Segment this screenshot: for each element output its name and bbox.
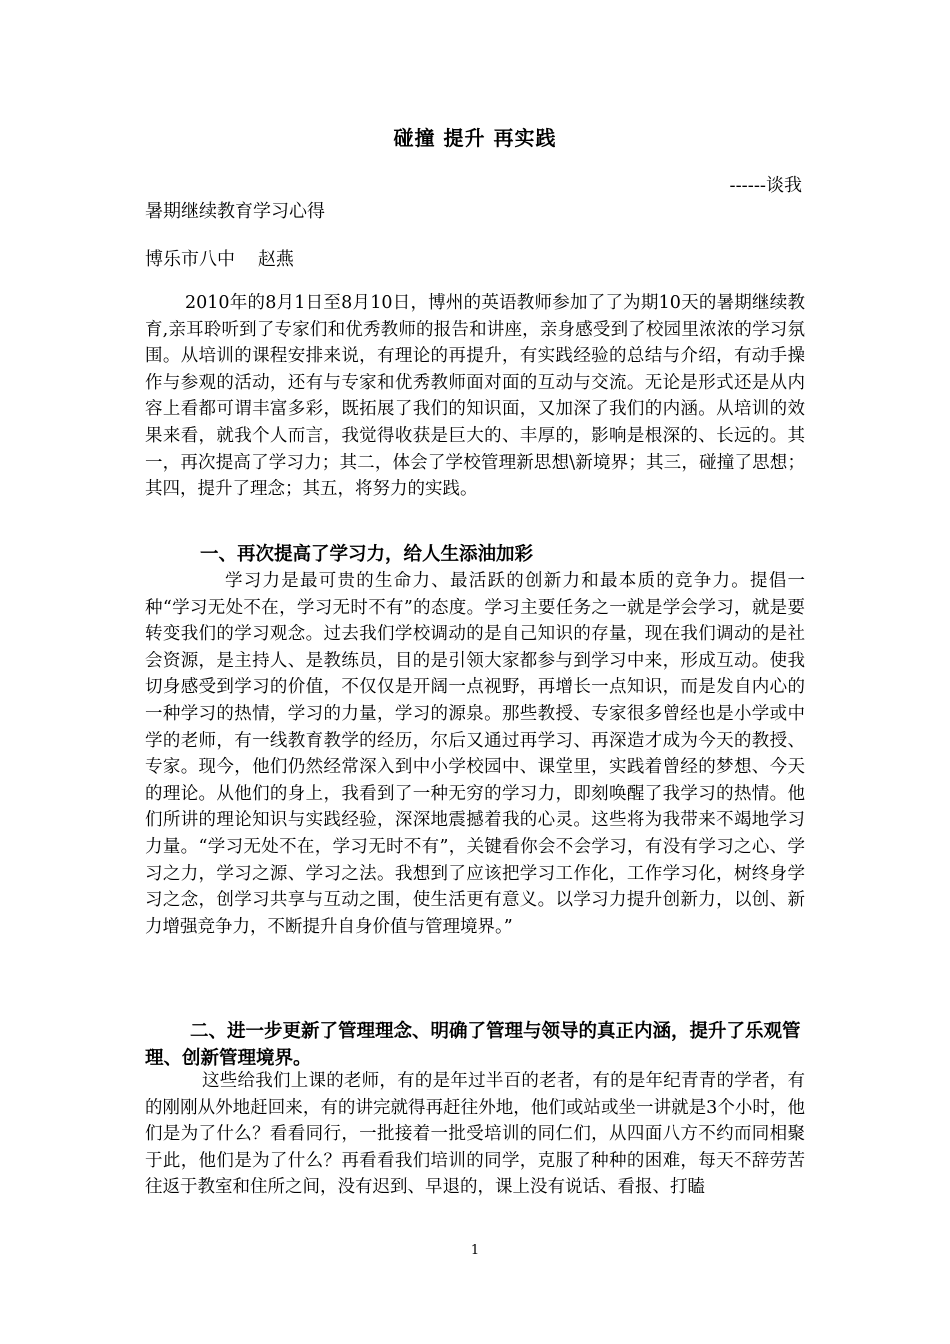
page-number: 1	[470, 1243, 480, 1258]
section-heading-1: 一、再次提高了学习力，给人生添油加彩	[200, 544, 534, 565]
subtitle-line-1: ------谈我	[729, 175, 802, 196]
intro-paragraph: 2010年的8月1日至8月10日，博州的英语教师参加了了为期10天的暑期继续教育,亲耳聆听到了专家们和优秀教师的报告和讲座，亲身感受到了校园里浓浓的学习氛围。从培训的课程安排来说，有理论的再提升，有实践经验的总结与介绍，有动手操作与参观的活动，还有与专家和优秀教师面对面的互动与交流。无论是形式还是从内容上看都可谓丰富多彩，既拓展了我们的知识面，又加深了我们的内涵。从培训的效果来看，就我个人而言，我觉得收获是巨大的、丰厚的，影响是根深的、长远的。其一，再次提高了学习力；其二，体会了学校管理新思想\新境界；其三，碰撞了思想；其四，提升了理念；其五，将努力的实践。	[145, 293, 805, 500]
subtitle-line-2: 暑期继续教育学习心得	[145, 201, 325, 222]
section-heading-2: 二、进一步更新了管理理念、明确了管理与领导的真正内涵，提升了乐观管理、创新管理境界。	[145, 1021, 801, 1069]
author-line: 博乐市八中 赵燕	[145, 249, 294, 270]
document-title: 碰撞 提升 再实践	[393, 126, 557, 150]
section-1-paragraph: 学习力是最可贵的生命力、最活跃的创新力和最本质的竞争力。提倡一种“学习无处不在，学习无时不有”的态度。学习主要任务之一就是学会学习，就是要转变我们的学习观念。过去我们学校调动的是自己知识的存量，现在我们调动的是社会资源，是主持人、是教练员，目的是引领大家都参与到学习中来，形成互动。使我切身感受到学习的价值，不仅仅是开阔一点视野，再增长一点知识，而是发自内心的一种学习的热情，学习的力量，学习的源泉。那些教授、专家很多曾经也是小学或中学的老师，有一线教育教学的经历，尔后又通过再学习、再深造才成为今天的教授、专家。现今，他们仍然经常深入到中小学校园中、课堂里，实践着曾经的梦想、今天的理论。从他们的身上，我看到了一种无穷的学习力，即刻唤醒了我学习的热情。他们所讲的理论知识与实践经验，深深地震撼着我的心灵。这些将为我带来不竭地学习力量。“学习无处不在，学习无时不有”，关键看你会不会学习，有没有学习之心、学习之力，学习之源、学习之法。我想到了应该把学习工作化，工作学习化，树终身学习之念，创学习共享与互动之围，使生活更有意义。以学习力提升创新力，以创、新力增强竞争力，不断提升自身价值与管理境界。”	[145, 571, 805, 937]
section-2-paragraph: 这些给我们上课的老师，有的是年过半百的老者，有的是年纪青青的学者，有的刚刚从外地赶回来，有的讲完就得再赶往外地，他们或站或坐一讲就是3个小时，他们是为了什么？看看同行，一批接着一批受培训的同仁们，从四面八方不约而同相聚于此，他们是为了什么？再看看我们培训的同学，克服了种种的困难，每天不辞劳苦往返于教室和住所之间，没有迟到、早退的，课上没有说话、看报、打瞌	[145, 1071, 805, 1198]
